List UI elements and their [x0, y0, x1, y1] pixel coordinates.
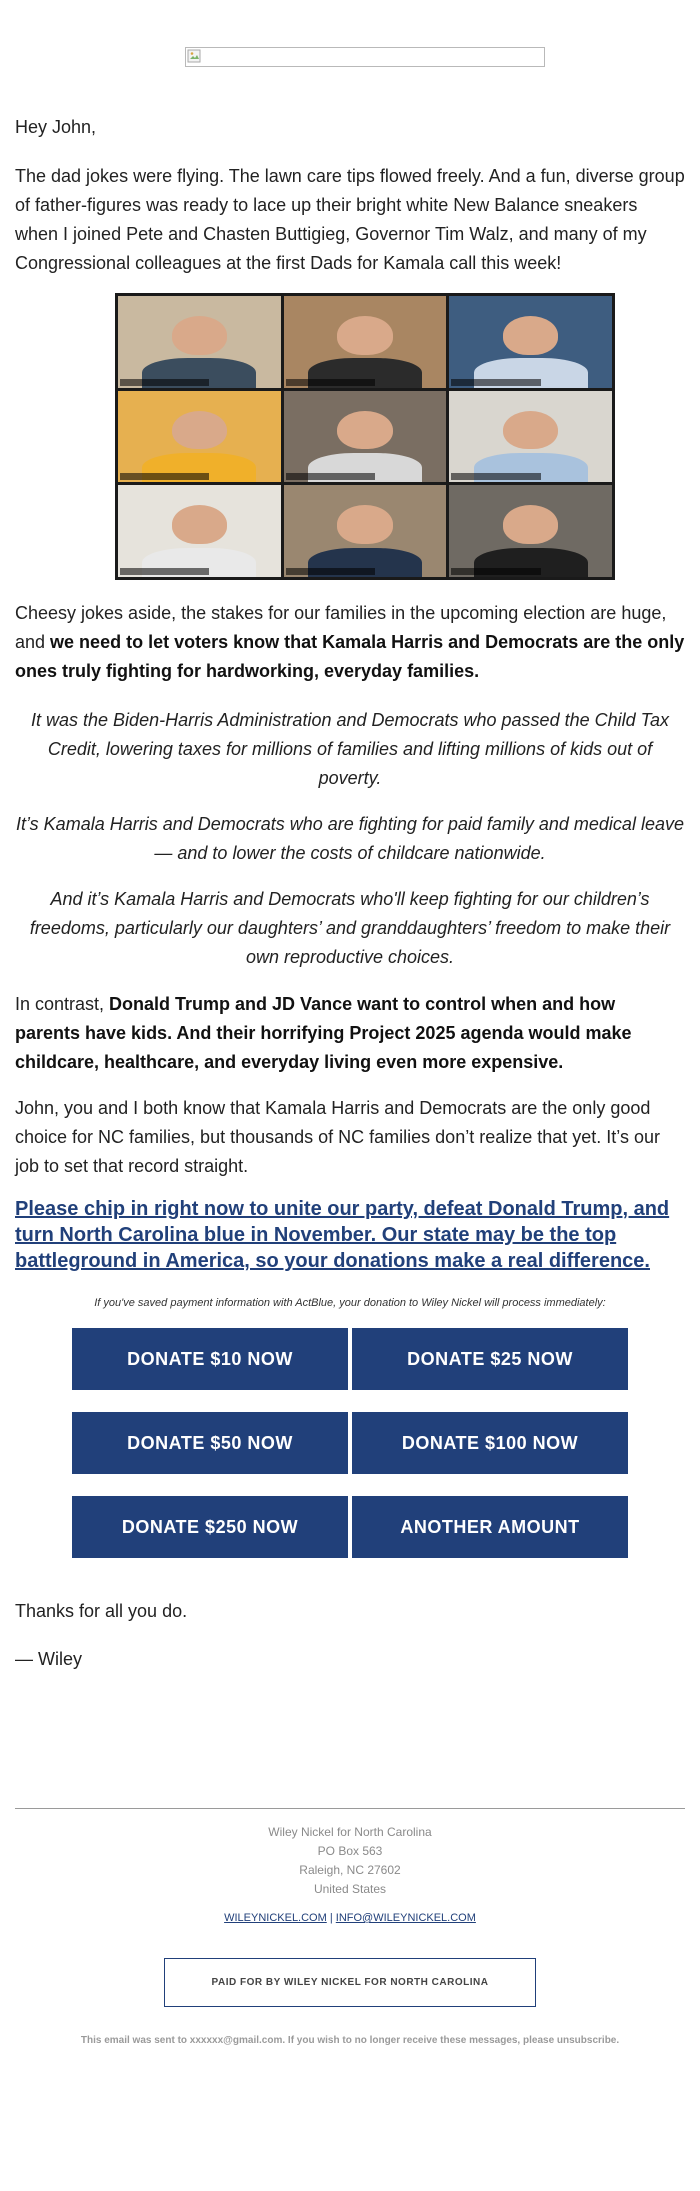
donate-100-button[interactable]: DONATE $100 NOW [352, 1412, 628, 1474]
video-tile [449, 391, 612, 483]
footer-divider [15, 1808, 685, 1809]
website-link[interactable]: WILEYNICKEL.COM [224, 1912, 327, 1924]
donate-10-button[interactable]: DONATE $10 NOW [72, 1328, 348, 1390]
paid-for-disclaimer: PAID FOR BY WILEY NICKEL FOR NORTH CAROLINA [164, 1958, 536, 2007]
footer-address [15, 1823, 685, 1899]
zoom-call-photo [115, 293, 615, 580]
donate-250-button[interactable]: DONATE $250 NOW [72, 1496, 348, 1558]
participant-face [337, 505, 392, 543]
participant-nameplate [451, 379, 540, 386]
participant-nameplate [286, 568, 375, 575]
quote-child-tax-credit: It was the Biden-Harris Administration and Democrats who passed the Child Tax Credit, lowering taxes for millions of families and lifting millions of kids out of poverty. [31, 710, 669, 788]
participant-nameplate [451, 568, 540, 575]
participant-nameplate [451, 473, 540, 480]
quote-paid-leave: It’s Kamala Harris and Democrats who are fighting for paid family and medical leave — and to lower the costs of childcare nationwide. [16, 814, 684, 863]
participant-face [172, 411, 227, 450]
participant-face [503, 411, 558, 450]
link-separator: | [326, 1912, 336, 1924]
stakes-emphasis: we need to let voters know that Kamala Harris and Democrats are the only ones truly fighting for hardworking, everyday families. [15, 632, 685, 681]
participant-face [337, 411, 392, 450]
another-amount-button[interactable]: ANOTHER AMOUNT [352, 1496, 628, 1558]
email-link[interactable]: INFO@WILEYNICKEL.COM [335, 1912, 476, 1924]
participant-nameplate [286, 473, 375, 480]
unsubscribe-notice[interactable]: This email was sent to xxxxxx@gmail.com. If you wish to no longer receive these messages, please unsubscribe. [80, 2035, 620, 2046]
participant-nameplate [120, 379, 209, 386]
participant-nameplate [120, 568, 209, 575]
video-tile [118, 485, 281, 577]
signature: — Wiley [15, 1649, 82, 1669]
participant-face [172, 505, 227, 543]
video-tile [284, 296, 447, 388]
participant-face [503, 316, 558, 354]
actblue-note: If you've saved payment information with ActBlue, your donation to Wiley Nickel will process immediately: [94, 1297, 606, 1309]
participant-face [172, 316, 227, 354]
footer-org: Wiley Nickel for North Carolina [268, 1825, 432, 1839]
donate-50-button[interactable]: DONATE $50 NOW [72, 1412, 348, 1474]
header-logo-image [185, 47, 545, 67]
footer-city: Raleigh, NC 27602 [299, 1863, 401, 1877]
greeting: Hey John, [15, 117, 97, 137]
closing-line: Thanks for all you do. [15, 1601, 188, 1621]
footer-links [15, 1912, 685, 1924]
participant-face [337, 316, 392, 354]
donate-cta-link[interactable]: Please chip in right now to unite our party, defeat Donald Trump, and turn North Carolina blue in November. Our state may be the top battleground in America, so your donations make a real difference. [15, 1198, 670, 1272]
contrast-paragraph: In contrast, Donald Trump and JD Vance want to control when and how parents have kids. And their horrifying Project 2025 agenda would make childcare, healthcare, and everyday living even more expensive. [15, 994, 632, 1072]
video-tile [118, 391, 281, 483]
broken-image-icon [187, 49, 201, 63]
intro-paragraph: The dad jokes were flying. The lawn care tips flowed freely. And a fun, diverse group of father-figures was ready to lace up their bright white New Balance sneakers when I joined Pete and Chasten Buttigieg, Governor Tim Walz, and many of my Congressional colleagues at the first Dads for Kamala call this week! [15, 166, 685, 273]
video-tile [449, 485, 612, 577]
footer-country: United States [313, 1882, 387, 1896]
nc-families-paragraph: John, you and I both know that Kamala Harris and Democrats are the only good choice for NC families, but thousands of NC families don’t realize that yet. It’s our job to set that record straight. [15, 1098, 660, 1176]
video-tile [284, 485, 447, 577]
participant-face [503, 505, 558, 543]
footer-po-box: PO Box 563 [317, 1844, 383, 1858]
video-tile [284, 391, 447, 483]
video-tile [118, 296, 281, 388]
stakes-paragraph: Cheesy jokes aside, the stakes for our families in the upcoming election are huge, and we need to let voters know that Kamala Harris and Democrats are the only ones truly fighting for hardworking, everyday families. [15, 603, 685, 681]
contrast-emphasis: Donald Trump and JD Vance want to control when and how parents have kids. And their horrifying Project 2025 agenda would make childcare, healthcare, and everyday living even more expensive. [15, 994, 632, 1072]
donate-25-button[interactable]: DONATE $25 NOW [352, 1328, 628, 1390]
participant-nameplate [120, 473, 209, 480]
quote-reproductive-freedom: And it’s Kamala Harris and Democrats who'll keep fighting for our children’s freedoms, particularly our daughters’ and granddaughters’ freedom to make their own reproductive choices. [29, 889, 671, 967]
participant-nameplate [286, 379, 375, 386]
video-tile [449, 296, 612, 388]
